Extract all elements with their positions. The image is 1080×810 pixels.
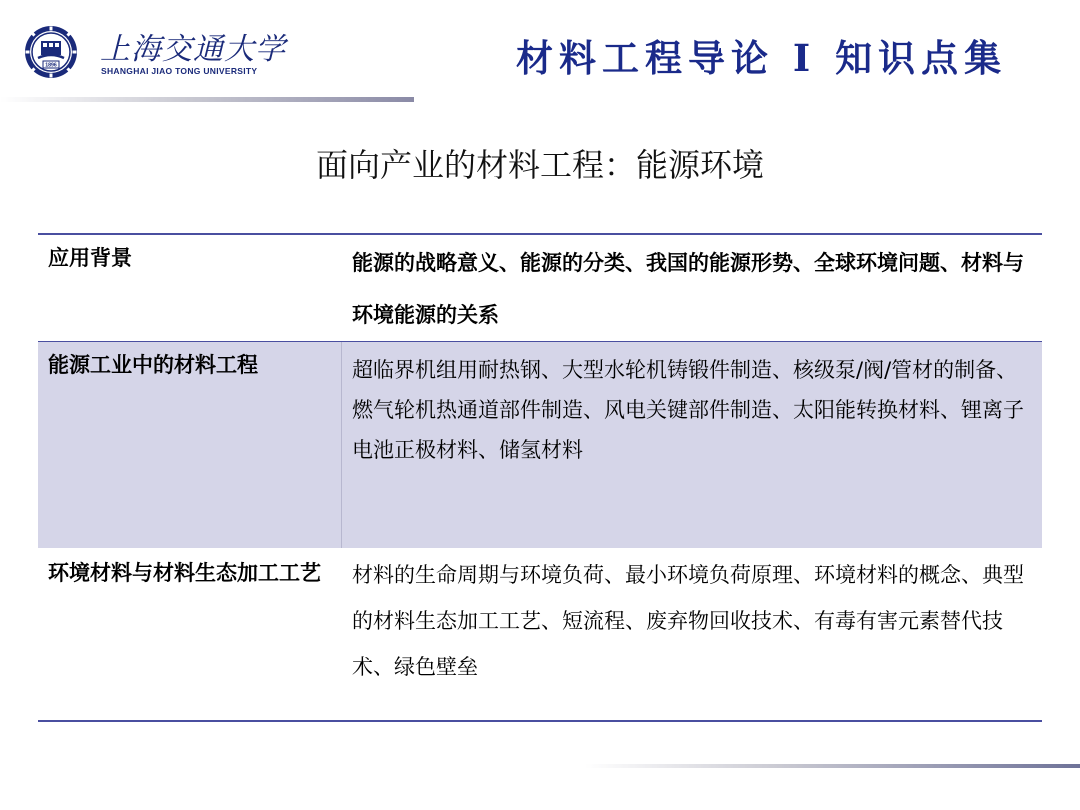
topic-table <box>38 233 1042 722</box>
table-row <box>38 235 1042 342</box>
university-name-en: SHANGHAI JIAO TONG UNIVERSITY <box>101 66 258 76</box>
header-divider <box>0 97 414 102</box>
row-heading: 应用背景 <box>48 246 132 270</box>
university-emblem-icon <box>24 25 78 79</box>
slide-title: 面向产业的材料工程：能源环境 <box>315 146 764 184</box>
emblem-year: 1896 <box>45 62 57 69</box>
deck-title: 材料工程导论 I 知识点集 <box>516 36 1008 80</box>
university-name-cn: 上海交通大学 <box>100 32 286 67</box>
row-content: 材料的生命周期与环境负荷、最小环境负荷原理、环境材料的概念、典型的材料生态加工工艺、短流程、废弃物回收技术、有毒有害元素替代技术、绿色壁垒 <box>352 563 1024 679</box>
row-content: 能源的战略意义、能源的分类、我国的能源形势、全球环境问题、材料与环境能源的关系 <box>352 251 1024 327</box>
slide-header <box>0 0 1080 105</box>
table-row <box>38 548 1042 720</box>
table-row <box>38 342 1042 548</box>
row-heading: 环境材料与材料生态加工工艺 <box>48 561 321 585</box>
row-content: 超临界机组用耐热钢、大型水轮机铸锻件制造、核级泵/阀/管材的制备、燃气轮机热通道部件制造、风电关键部件制造、太阳能转换材料、锂离子电池正极材料、储氢材料 <box>352 358 1024 462</box>
row-heading: 能源工业中的材料工程 <box>38 342 342 548</box>
footer-divider <box>585 764 1080 768</box>
